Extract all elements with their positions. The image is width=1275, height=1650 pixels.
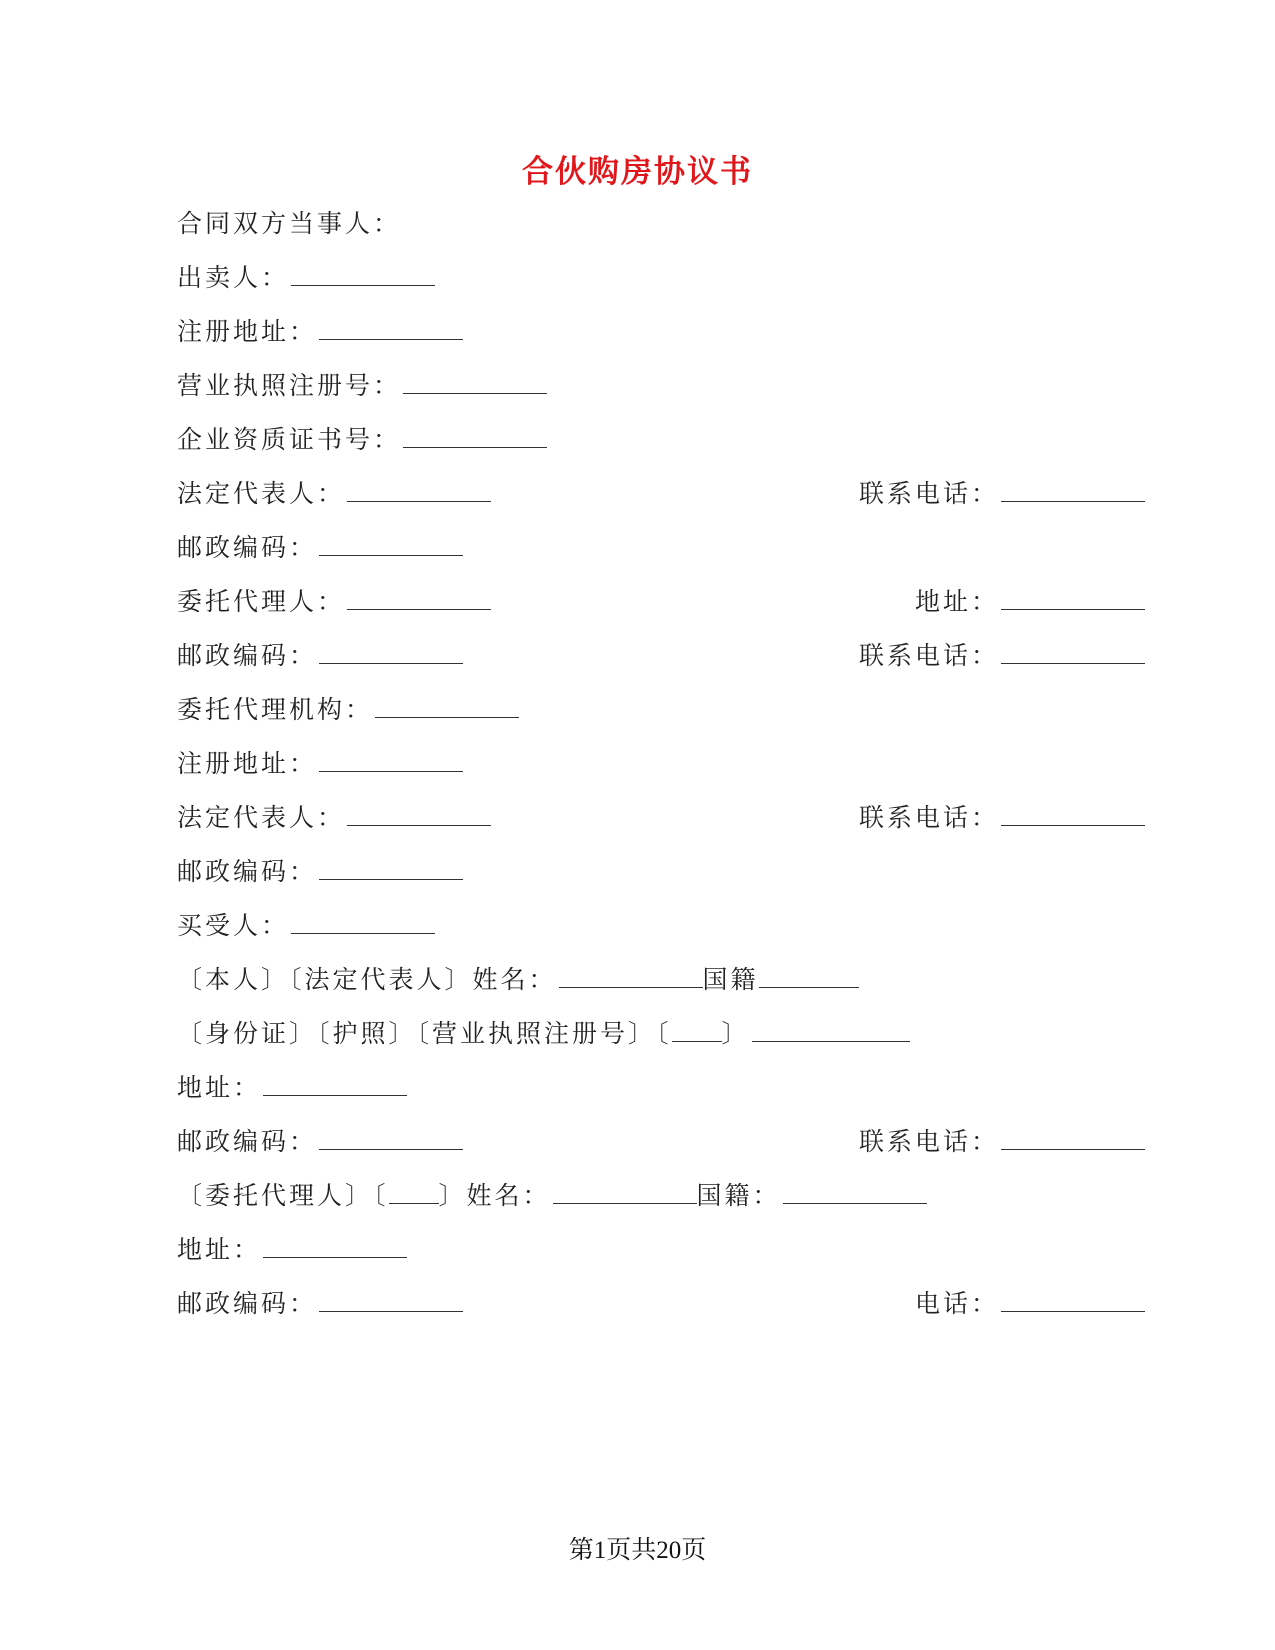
phone-blank-1[interactable] bbox=[1001, 481, 1145, 502]
address-blank-1[interactable] bbox=[1001, 589, 1145, 610]
phone-line-5: 电话： bbox=[915, 1286, 1145, 1322]
postcode-blank-1[interactable] bbox=[319, 535, 463, 556]
reg-address-blank-1[interactable] bbox=[319, 319, 463, 340]
phone-blank-5[interactable] bbox=[1001, 1291, 1145, 1312]
postcode-blank-3[interactable] bbox=[319, 859, 463, 880]
phone-blank-4[interactable] bbox=[1001, 1129, 1145, 1150]
buyer-name-blank[interactable] bbox=[559, 967, 703, 988]
buyer-nationality-blank[interactable] bbox=[759, 967, 859, 988]
id-type-other-blank[interactable] bbox=[672, 1021, 722, 1042]
seller-blank[interactable] bbox=[291, 265, 435, 286]
postcode-line-4: 邮政编码： bbox=[177, 1124, 463, 1160]
phone-line-3: 联系电话： bbox=[859, 800, 1145, 836]
postcode-line-5: 邮政编码： bbox=[177, 1286, 463, 1322]
phone-blank-3[interactable] bbox=[1001, 805, 1145, 826]
agent-line-1: 委托代理人： bbox=[177, 584, 491, 620]
postcode-blank-2[interactable] bbox=[319, 643, 463, 664]
postcode-line-1: 邮政编码： bbox=[177, 530, 463, 566]
phone-line-4: 联系电话： bbox=[859, 1124, 1145, 1160]
address-line-2: 地址： bbox=[177, 1070, 407, 1106]
qualification-no-blank[interactable] bbox=[403, 427, 547, 448]
buyer-agent-name-blank[interactable] bbox=[553, 1183, 697, 1204]
buyer-blank[interactable] bbox=[291, 913, 435, 934]
qualification-no-line: 企业资质证书号： bbox=[177, 422, 547, 458]
legal-rep-blank-1[interactable] bbox=[347, 481, 491, 502]
reg-address-line-2: 注册地址： bbox=[177, 746, 463, 782]
id-number-blank[interactable] bbox=[752, 1021, 910, 1042]
postcode-blank-5[interactable] bbox=[319, 1291, 463, 1312]
license-no-line: 营业执照注册号： bbox=[177, 368, 547, 404]
legal-rep-line-2: 法定代表人： bbox=[177, 800, 491, 836]
phone-line-1: 联系电话： bbox=[859, 476, 1145, 512]
address-line-1: 地址： bbox=[915, 584, 1145, 620]
postcode-line-3: 邮政编码： bbox=[177, 854, 463, 890]
address-blank-3[interactable] bbox=[263, 1237, 407, 1258]
agent-blank-1[interactable] bbox=[347, 589, 491, 610]
legal-rep-blank-2[interactable] bbox=[347, 805, 491, 826]
page-footer: 第1页共20页 bbox=[568, 1537, 707, 1564]
phone-line-2: 联系电话： bbox=[859, 638, 1145, 674]
legal-rep-line-1: 法定代表人： bbox=[177, 476, 491, 512]
buyer-agent-nationality-blank[interactable] bbox=[783, 1183, 927, 1204]
parties-heading: 合同双方当事人： bbox=[177, 209, 402, 238]
buyer-line: 买受人： bbox=[177, 908, 435, 944]
buyer-identity-line: 〔本人〕〔法定代表人〕姓名： 国籍 bbox=[177, 962, 859, 998]
postcode-blank-4[interactable] bbox=[319, 1129, 463, 1150]
reg-address-blank-2[interactable] bbox=[319, 751, 463, 772]
address-blank-2[interactable] bbox=[263, 1075, 407, 1096]
postcode-line-2: 邮政编码： bbox=[177, 638, 463, 674]
agency-line: 委托代理机构： bbox=[177, 692, 519, 728]
id-type-line: 〔身份证〕〔护照〕〔营业执照注册号〕〔 〕 bbox=[177, 1016, 910, 1052]
document-title: 合伙购房协议书 bbox=[522, 154, 753, 190]
reg-address-line-1: 注册地址： bbox=[177, 314, 463, 350]
buyer-agent-type-blank[interactable] bbox=[389, 1183, 439, 1204]
address-line-3: 地址： bbox=[177, 1232, 407, 1268]
seller-line: 出卖人： bbox=[177, 260, 435, 296]
agency-blank[interactable] bbox=[375, 697, 519, 718]
phone-blank-2[interactable] bbox=[1001, 643, 1145, 664]
license-no-blank[interactable] bbox=[403, 373, 547, 394]
buyer-agent-line: 〔委托代理人〕〔 〕姓名： 国籍： bbox=[177, 1178, 927, 1214]
